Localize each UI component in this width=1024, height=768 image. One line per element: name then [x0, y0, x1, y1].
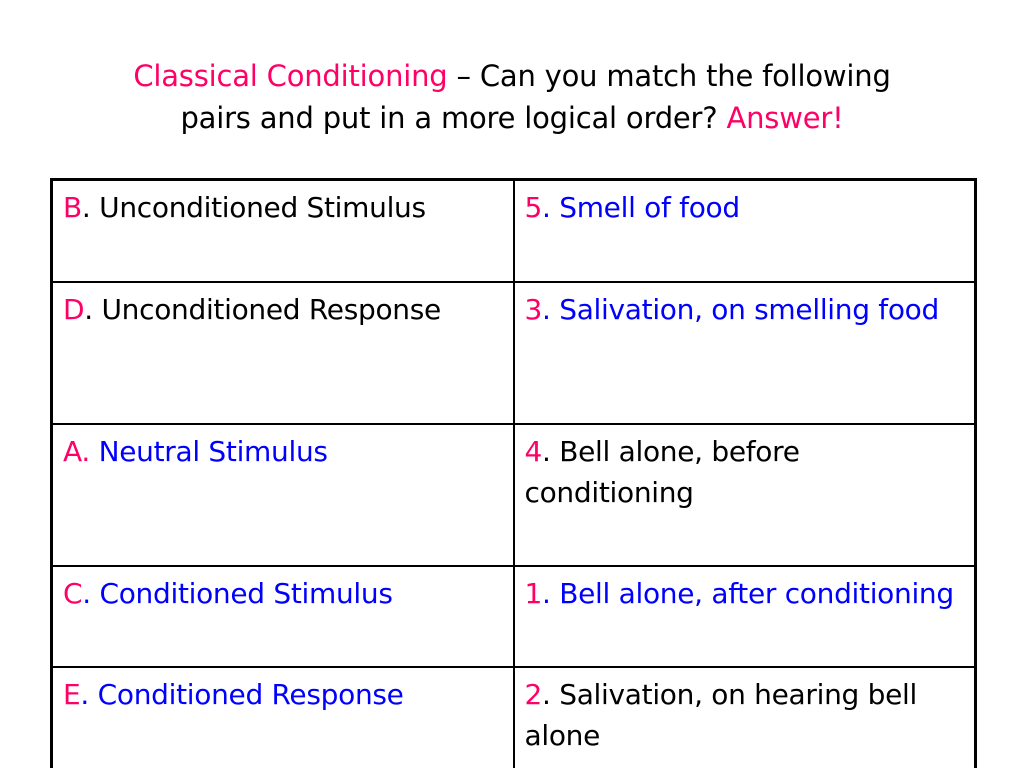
example-number: 2: [524, 677, 543, 711]
table-row: [52, 424, 976, 566]
term-text: Neutral Stimulus: [89, 434, 328, 468]
title-topic: Classical Conditioning: [133, 59, 448, 93]
term-text: . Conditioned Response: [80, 677, 404, 711]
example-text: . Smell of food: [542, 191, 740, 224]
title-line-2: [40, 97, 984, 139]
example-cell: [514, 566, 976, 667]
example-number: 1: [524, 576, 543, 610]
term-letter: C: [63, 576, 83, 610]
example-cell: [514, 180, 976, 282]
matching-table: [50, 178, 977, 768]
term-cell: [52, 424, 514, 566]
example-cell: [514, 424, 976, 566]
example-number: 3: [524, 292, 543, 326]
term-cell: [52, 667, 514, 768]
example-text: . Bell alone, after conditioning: [542, 576, 954, 610]
term-letter: A.: [63, 434, 90, 468]
term-letter: D: [63, 292, 85, 326]
example-text: . Salivation, on smelling food: [542, 292, 939, 326]
table-row: [52, 180, 976, 282]
term-text: . Unconditioned Stimulus: [81, 191, 426, 224]
answer-link[interactable]: Answer!: [726, 101, 844, 135]
term-cell: [52, 282, 514, 424]
term-text: . Conditioned Stimulus: [82, 576, 393, 610]
table-row: [52, 667, 976, 768]
title-line-1: [40, 55, 984, 97]
table-row: [52, 282, 976, 424]
example-number: 5: [524, 191, 543, 224]
example-cell: [514, 667, 976, 768]
title-question-end: pairs and put in a more logical order?: [180, 101, 727, 135]
term-letter: B: [63, 191, 82, 224]
example-number: 4: [524, 434, 543, 468]
term-cell: [52, 180, 514, 282]
example-text: . Bell alone, before conditioning: [524, 434, 800, 509]
page-title: [40, 55, 984, 139]
example-cell: [514, 282, 976, 424]
table-row: [52, 566, 976, 667]
example-text: . Salivation, on hearing bell alone: [524, 677, 917, 752]
term-letter: E: [63, 677, 81, 711]
title-question-start: – Can you match the following: [447, 59, 891, 93]
term-cell: [52, 566, 514, 667]
term-text: . Unconditioned Response: [84, 292, 441, 326]
